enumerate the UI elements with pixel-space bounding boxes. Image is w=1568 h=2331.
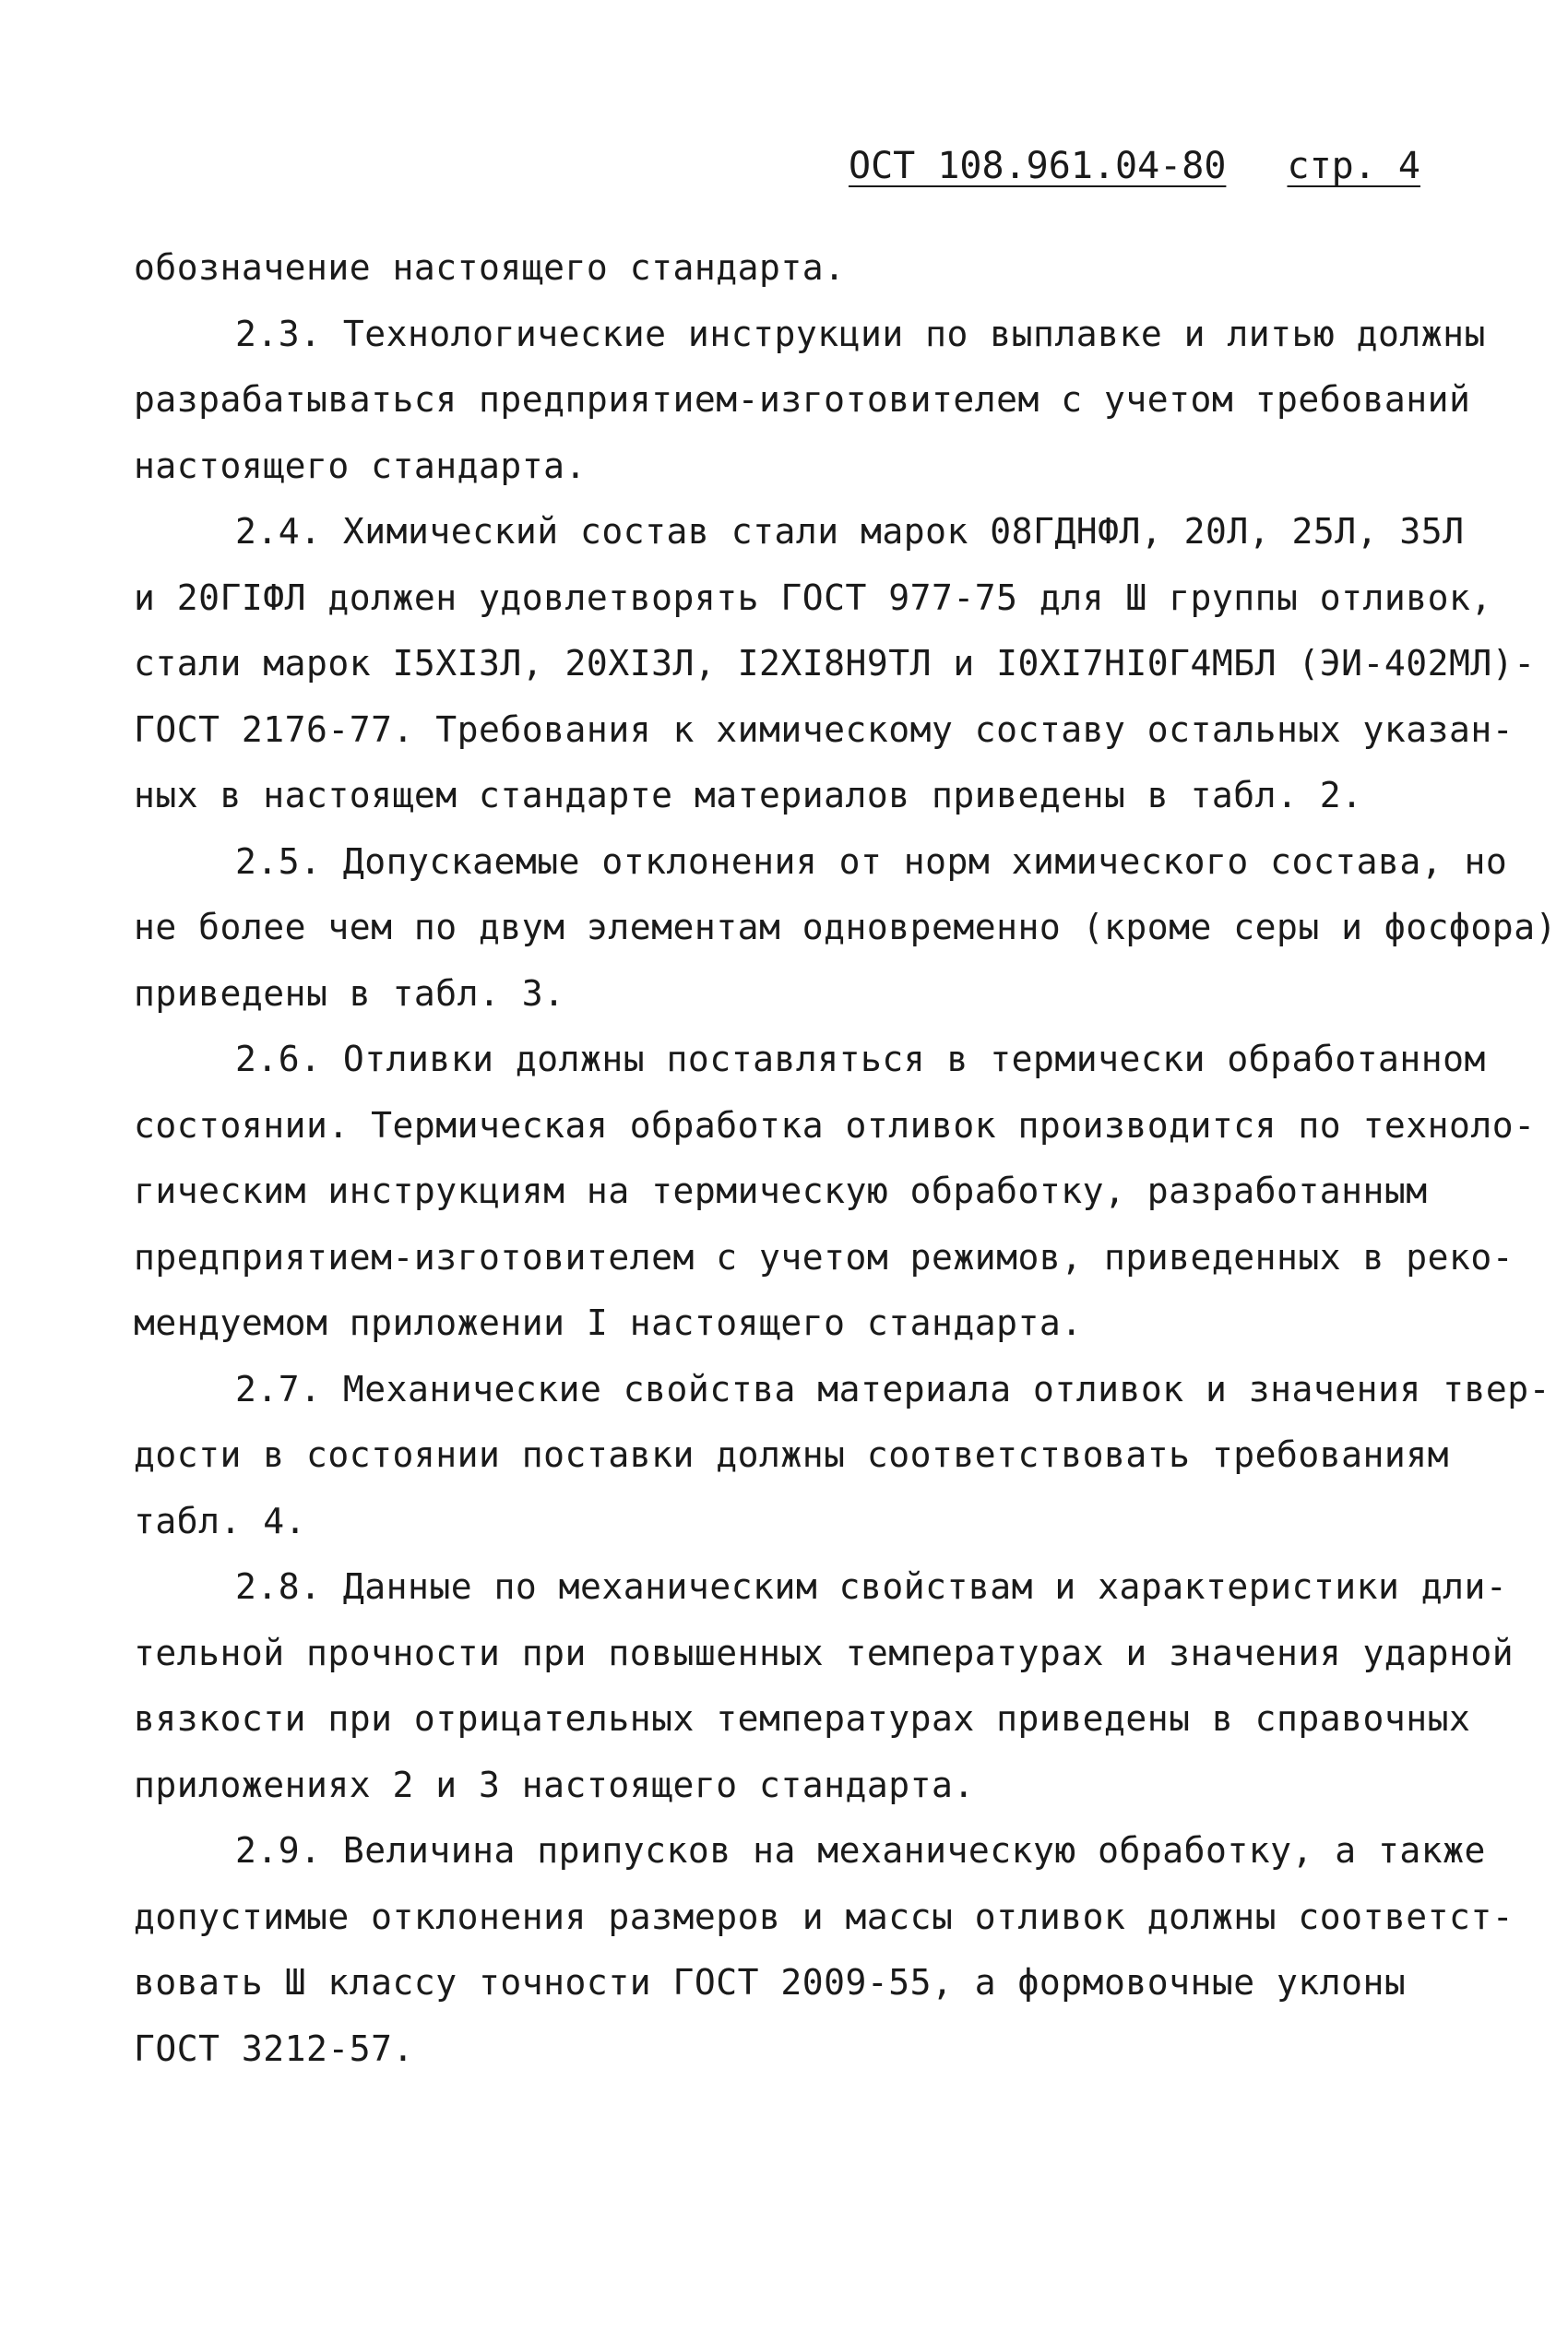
- text-line: приведены в табл. 3.: [134, 972, 565, 1014]
- text-line: вязкости при отрицательных температурах приведены в справочных: [134, 1698, 1471, 1739]
- paragraph-2-5: 2.5. Допускаемые отклонения от норм химического состава, но: [235, 840, 1508, 882]
- text-line: вовать Ш классу точности ГОСТ 2009-55, а формовочные уклоны: [134, 1962, 1407, 2003]
- text-line: мендуемом приложении I настоящего стандарта.: [134, 1302, 1083, 1343]
- text-line: настоящего стандарта.: [134, 445, 587, 486]
- text-line: стали марок I5XI3Л, 20XI3Л, I2XI8H9TЛ и I0XI7HI0Г4МБЛ (ЭИ-402МЛ)-: [134, 643, 1536, 684]
- text-line: гическим инструкциям на термическую обработку, разработанным: [134, 1171, 1428, 1211]
- text-line: состоянии. Термическая обработка отливок производится по техноло-: [134, 1104, 1536, 1146]
- text-line: тельной прочности при повышенных температурах и значения ударной: [134, 1632, 1515, 1673]
- paragraph-2-8: 2.8. Данные по механическим свойствам и характеристики дли-: [235, 1566, 1508, 1607]
- text-line: не более чем по двум элементам одновременно (кроме серы и фосфора): [134, 907, 1557, 947]
- text-line: дости в состоянии поставки должны соответствовать требованиям: [134, 1434, 1450, 1475]
- text-line: ГОСТ 2176-77. Требования к химическому составу остальных указан-: [134, 708, 1515, 750]
- page-header: [849, 138, 1420, 194]
- text-line: ГОСТ 3212-57.: [134, 2028, 414, 2069]
- text-line: и 20ГIФЛ должен удовлетворять ГОСТ 977-75 для Ш группы отливок,: [134, 577, 1492, 618]
- text-line: ных в настоящем стандарте материалов приведены в табл. 2.: [134, 775, 1363, 815]
- text-line: табл. 4.: [134, 1500, 307, 1541]
- text-line: разрабатываться предприятием-изготовителем с учетом требований: [134, 379, 1471, 420]
- document-body: [134, 235, 1557, 2082]
- document-code: ОСТ 108.961.04-80: [849, 145, 1227, 187]
- paragraph-2-7: 2.7. Механические свойства материала отливок и значения твер-: [235, 1368, 1551, 1409]
- text-line: допустимые отклонения размеров и массы отливок должны соответст-: [134, 1896, 1515, 1937]
- paragraph-2-4: 2.4. Химический состав стали марок 08ГДНФЛ, 20Л, 25Л, 35Л: [235, 511, 1465, 552]
- paragraph-2-9: 2.9. Величина припусков на механическую обработку, а также: [235, 1830, 1486, 1871]
- text-line: обозначение настоящего стандарта.: [134, 247, 846, 288]
- paragraph-2-3: 2.3. Технологические инструкции по выплавке и литью должны: [235, 313, 1486, 354]
- paragraph-2-6: 2.6. Отливки должны поставляться в термически обработанном: [235, 1039, 1486, 1079]
- text-line: приложениях 2 и 3 настоящего стандарта.: [134, 1764, 975, 1805]
- text-line: предприятием-изготовителем с учетом режимов, приведенных в реко-: [134, 1236, 1515, 1278]
- page-number: стр. 4: [1287, 145, 1420, 187]
